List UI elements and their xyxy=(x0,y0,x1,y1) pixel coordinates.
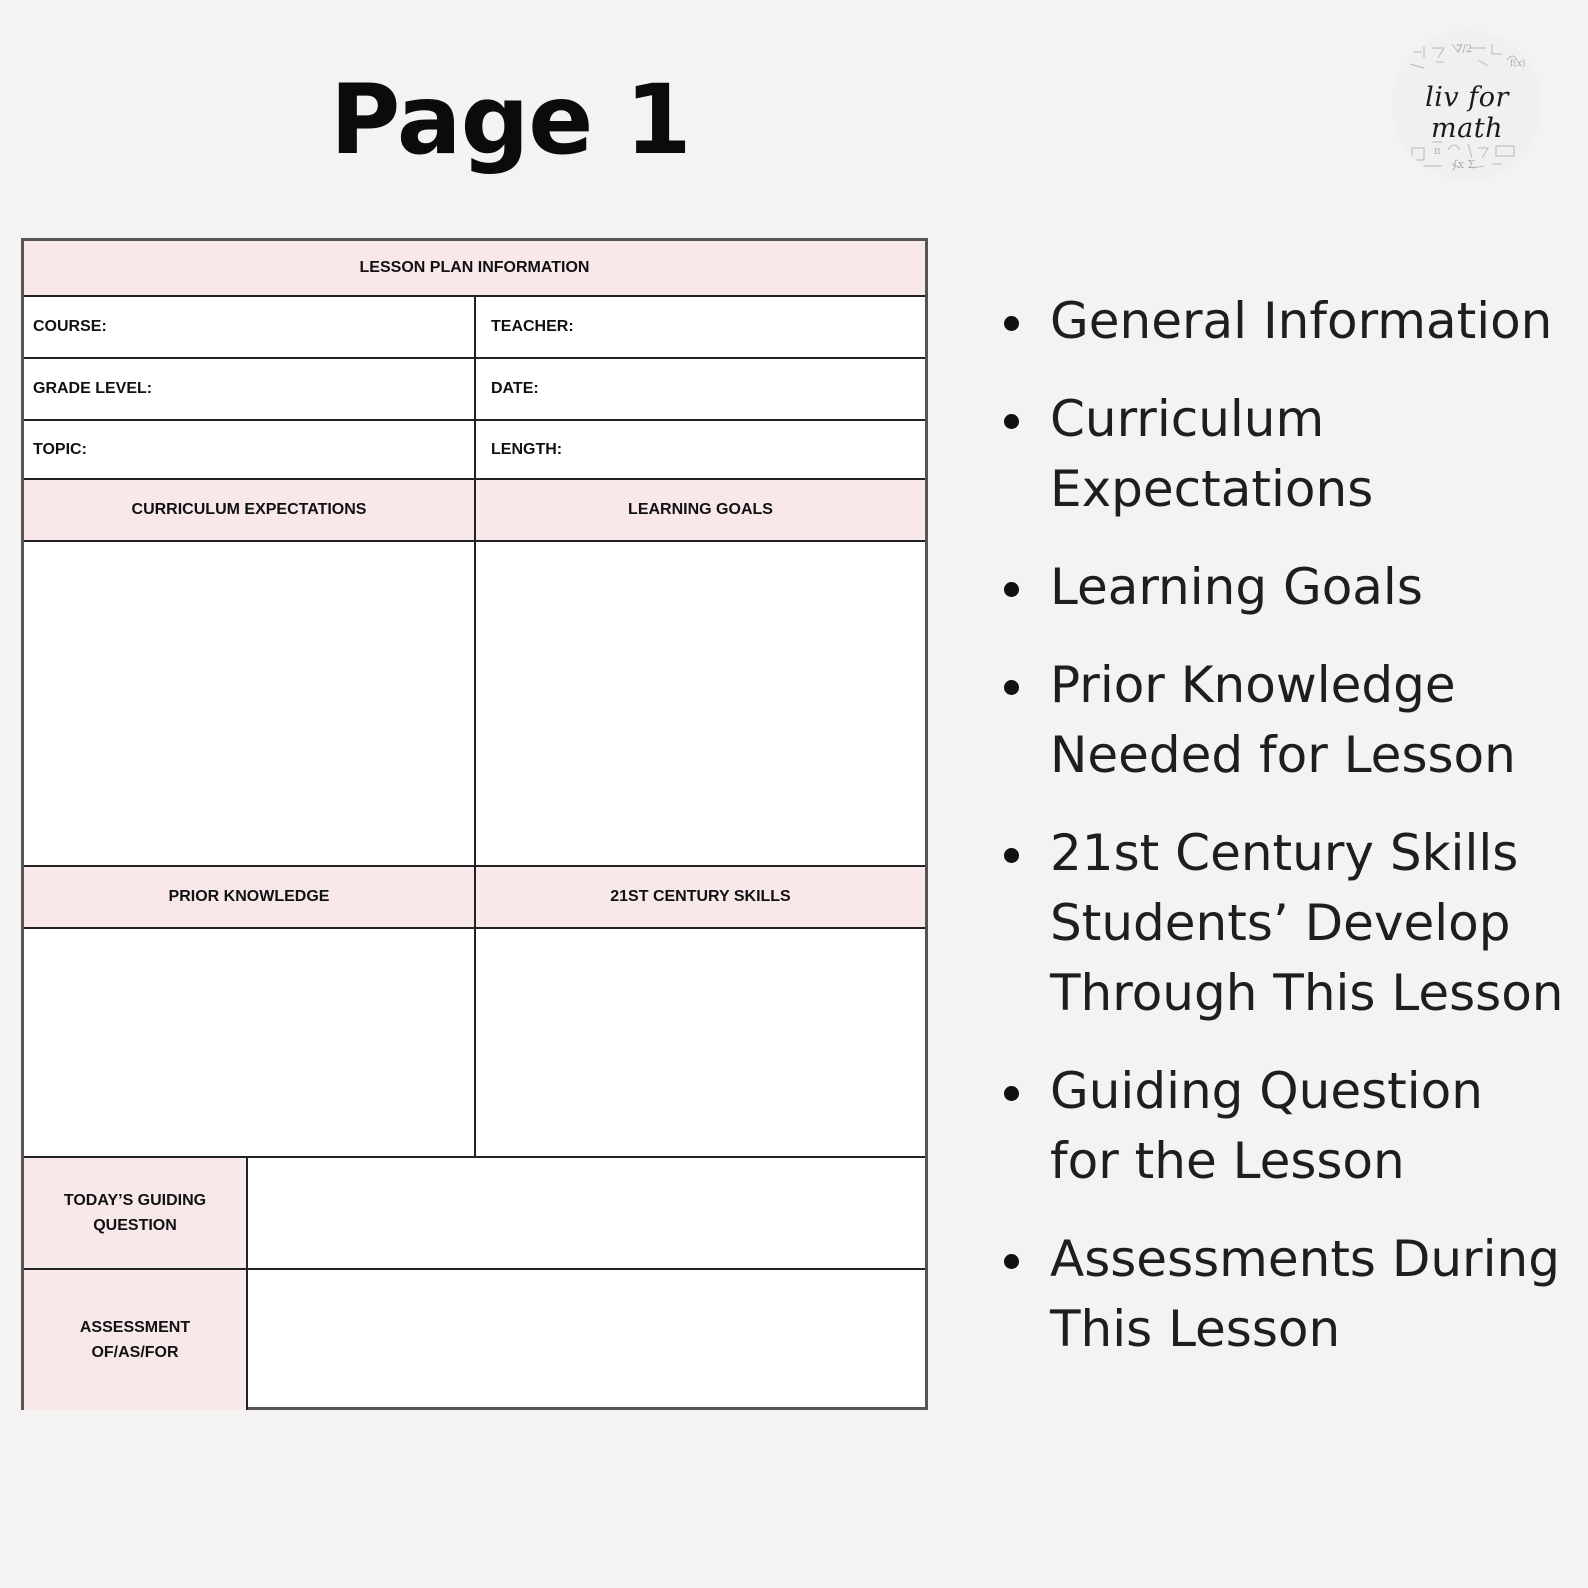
bullet-icon xyxy=(1004,1254,1019,1269)
prior-knowledge-area[interactable] xyxy=(24,929,474,1157)
bullet-icon xyxy=(1004,414,1019,429)
feature-list xyxy=(1000,286,1580,1392)
topic-label[interactable]: TOPIC: xyxy=(33,441,87,458)
bullet-icon xyxy=(1004,1086,1019,1101)
list-item-text: Learning Goals xyxy=(1050,558,1423,616)
assessment-label xyxy=(24,1270,246,1410)
divider xyxy=(24,1268,925,1270)
learning-goals-area[interactable] xyxy=(476,542,925,866)
curriculum-expectations-header: CURRICULUM EXPECTATIONS xyxy=(24,480,474,540)
list-item xyxy=(1000,286,1580,356)
assessment-label-line-2: OF/AS/FOR xyxy=(91,1344,179,1361)
column-divider xyxy=(246,1158,248,1410)
grade-level-label[interactable]: GRADE LEVEL: xyxy=(33,380,153,397)
21st-century-skills-header: 21ST CENTURY SKILLS xyxy=(476,867,925,927)
svg-text:7/2: 7/2 xyxy=(1456,44,1473,55)
list-item xyxy=(1000,552,1580,622)
bullet-icon xyxy=(1004,680,1019,695)
prior-knowledge-header: PRIOR KNOWLEDGE xyxy=(24,867,474,927)
list-item-text: Students’ Develop xyxy=(1050,894,1511,952)
lesson-plan-header: LESSON PLAN INFORMATION xyxy=(24,241,925,295)
list-item-text: Assessments During xyxy=(1050,1230,1560,1288)
21st-century-skills-area[interactable] xyxy=(476,929,925,1157)
list-item-text: Through This Lesson xyxy=(1050,964,1564,1022)
assessment-area[interactable] xyxy=(248,1270,925,1410)
curriculum-expectations-area[interactable] xyxy=(24,542,474,866)
date-label[interactable]: DATE: xyxy=(491,380,539,397)
assessment-label-line-1: ASSESSMENT xyxy=(79,1319,191,1336)
bullet-icon xyxy=(1004,582,1019,597)
svg-text:f(x): f(x) xyxy=(1510,59,1526,69)
bullet-icon xyxy=(1004,848,1019,863)
page-title: Page 1 xyxy=(330,64,691,176)
list-item-text: Guiding Question xyxy=(1050,1062,1483,1120)
guiding-question-label xyxy=(24,1158,246,1268)
teacher-label[interactable]: TEACHER: xyxy=(491,318,574,335)
lesson-plan-sheet xyxy=(21,238,928,1410)
list-item-text: Prior Knowledge xyxy=(1050,656,1456,714)
list-item xyxy=(1000,1224,1580,1364)
list-item-text: Needed for Lesson xyxy=(1050,726,1516,784)
learning-goals-header: LEARNING GOALS xyxy=(476,480,925,540)
brand-logo xyxy=(1392,30,1542,180)
guiding-question-area[interactable] xyxy=(248,1158,925,1268)
length-label[interactable]: LENGTH: xyxy=(491,441,563,458)
divider xyxy=(24,1156,925,1158)
list-item-text: 21st Century Skills xyxy=(1050,824,1519,882)
bullet-icon xyxy=(1004,316,1019,331)
svg-text:∫x Σ: ∫x Σ xyxy=(1452,158,1476,171)
list-item-text: General Information xyxy=(1050,292,1553,350)
guiding-question-label-line-2: QUESTION xyxy=(93,1217,177,1234)
course-label[interactable]: COURSE: xyxy=(33,318,107,335)
guiding-question-label-line-1: TODAY’S GUIDING xyxy=(63,1192,207,1209)
list-item-text: Curriculum xyxy=(1050,390,1325,448)
list-item-text: This Lesson xyxy=(1050,1300,1341,1358)
svg-text:π: π xyxy=(1434,146,1441,157)
list-item-text: for the Lesson xyxy=(1050,1132,1405,1190)
list-item-text: Expectations xyxy=(1050,460,1374,518)
logo-text: liv for math xyxy=(1425,82,1509,144)
list-item xyxy=(1000,384,1580,524)
list-item xyxy=(1000,818,1580,1028)
list-item xyxy=(1000,650,1580,790)
list-item xyxy=(1000,1056,1580,1196)
column-divider xyxy=(474,297,476,1156)
